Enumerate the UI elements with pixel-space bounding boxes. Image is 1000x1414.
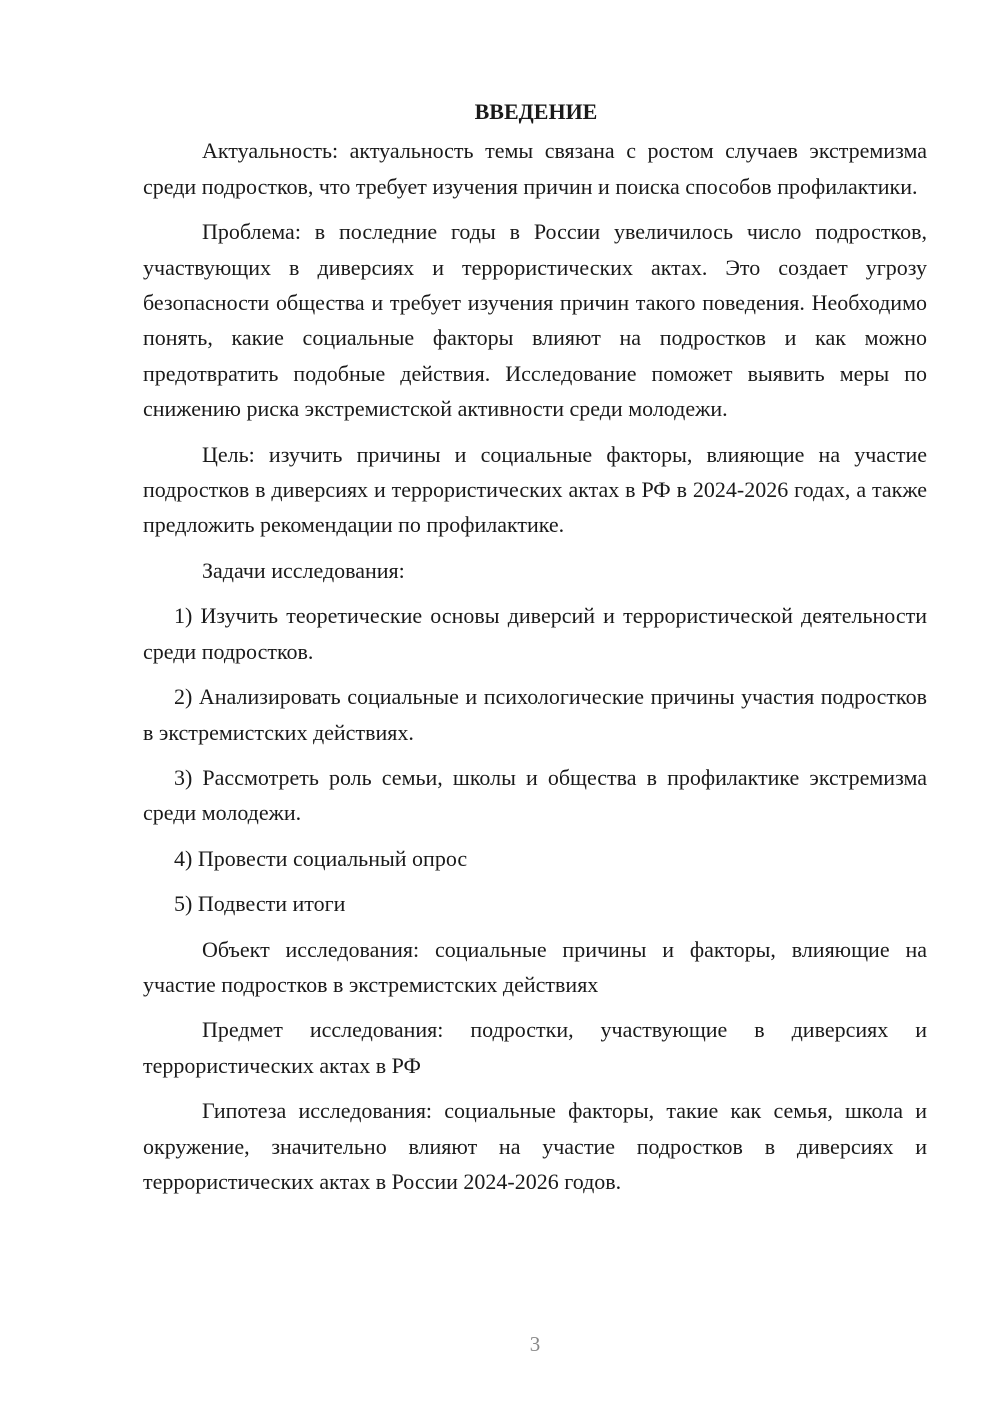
task-item: 1) Изучить теоретические основы диверсий и террористической деятельности среди подростков. xyxy=(143,603,927,664)
page-content xyxy=(143,94,927,1209)
section-title: ВВЕДЕНИЕ xyxy=(474,99,598,124)
tasks-heading: Задачи исследования: xyxy=(202,557,405,583)
problem-paragraph: Проблема: в последние годы в России увеличилось число подростков, участвующих в диверсиях и террористических актах. Это создает угрозу безопасности общества и требует изучения причин такого поведения. Необходимо понять, какие социальные факторы влияют на подростков и как можно предотвратить подобные действия. Исследование поможет выявить меры по снижению риска экстремистской активности среди молодежи. xyxy=(143,219,927,422)
task-item: 5) Подвести итоги xyxy=(174,891,346,917)
page-number: 3 xyxy=(529,1332,541,1356)
hypothesis-paragraph: Гипотеза исследования: социальные факторы, такие как семья, школа и окружение, значительно влияют на участие подростков в диверсиях и террористических актах в России 2024-2026 годов. xyxy=(143,1098,927,1194)
goal-paragraph: Цель: изучить причины и социальные факторы, влияющие на участие подростков в диверсиях и террористических актах в РФ в 2024-2026 годах, а также предложить рекомендации по профилактике. xyxy=(143,441,927,538)
object-paragraph: Объект исследования: социальные причины и факторы, влияющие на участие подростков в экстремистских действиях xyxy=(143,936,927,997)
task-item: 3) Рассмотреть роль семьи, школы и общества в профилактике экстремизма среди молодежи. xyxy=(143,764,927,826)
task-item: 4) Провести социальный опрос xyxy=(174,845,468,871)
relevance-paragraph: Актуальность: актуальность темы связана с ростом случаев экстремизма среди подростков, что требует изучения причин и поиска способов профилактики. xyxy=(143,138,927,199)
subject-paragraph: Предмет исследования: подростки, участвующие в диверсиях и террористических актах в РФ xyxy=(143,1017,927,1078)
task-item: 2) Анализировать социальные и психологические причины участия подростков в экстремистских действиях. xyxy=(143,684,927,745)
